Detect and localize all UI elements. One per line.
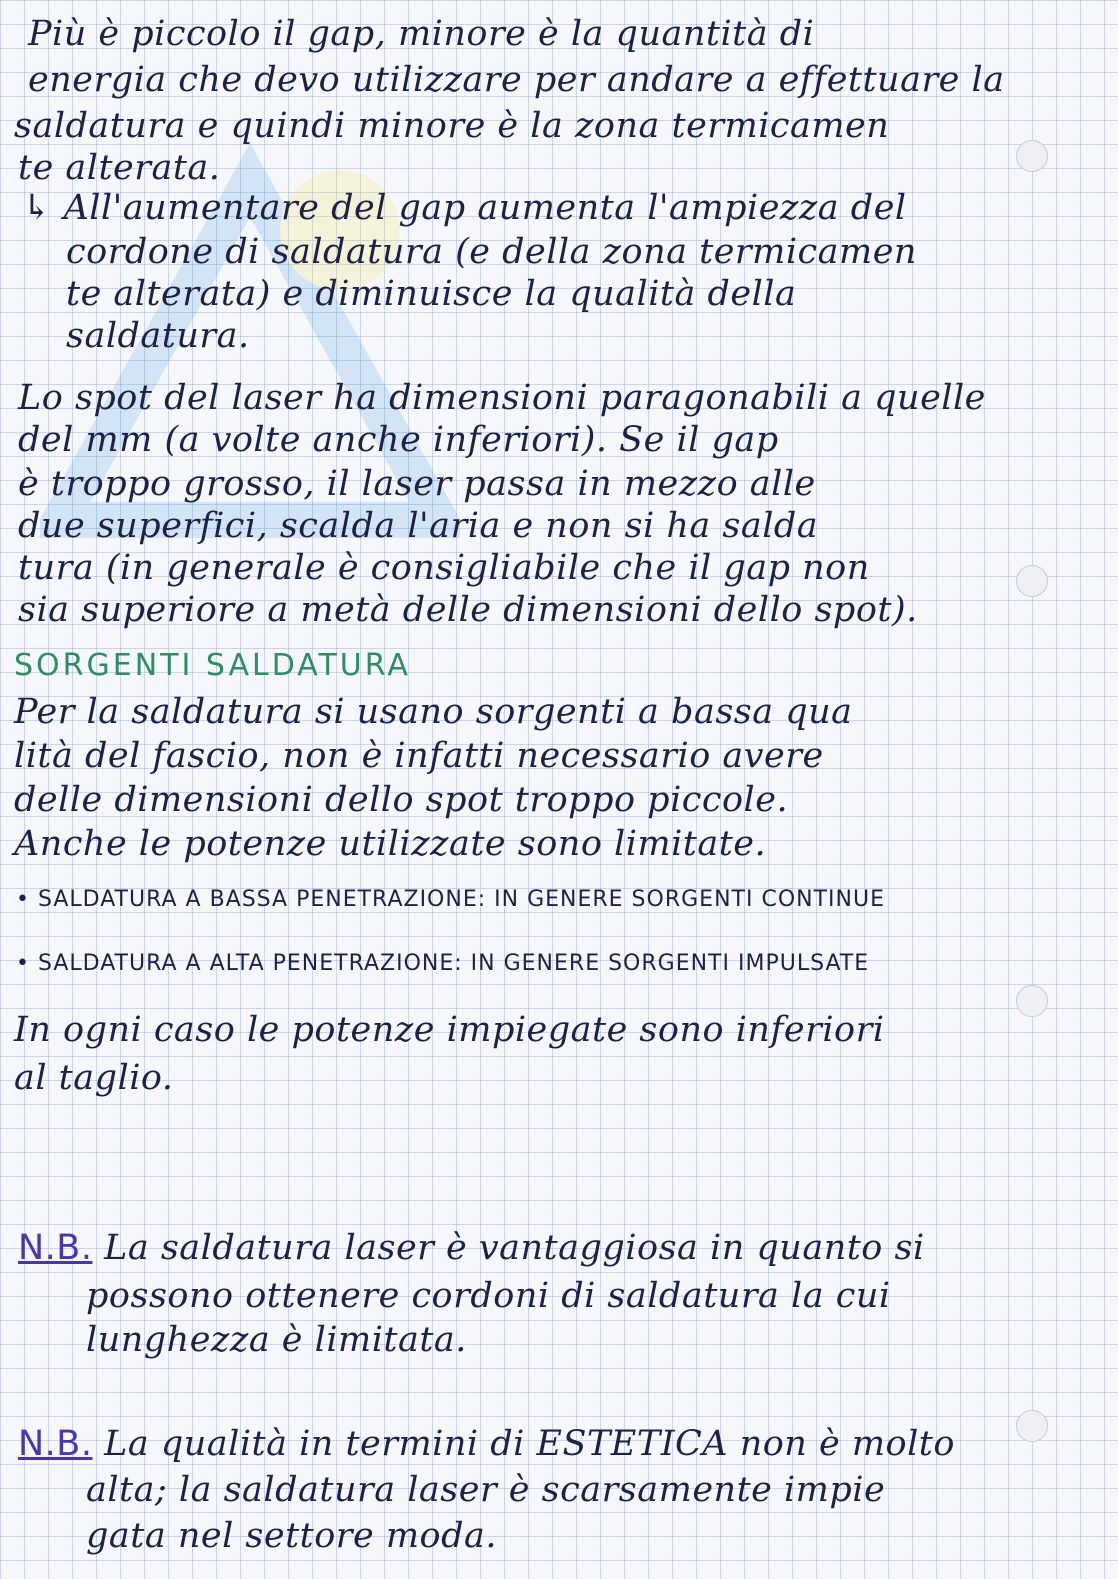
text-line: possono ottenere cordoni di saldatura la cui bbox=[86, 1276, 891, 1316]
text-line: lità del fascio, non è infatti necessario avere bbox=[14, 736, 824, 776]
text-line: sia superiore a metà delle dimensioni dello spot). bbox=[18, 590, 918, 630]
nb-note-1 bbox=[18, 1226, 925, 1270]
text-line: Lo spot del laser ha dimensioni paragonabili a quelle bbox=[18, 378, 986, 418]
text-line: saldatura e quindi minore è la zona termicamen bbox=[14, 106, 890, 146]
text-line: Anche le potenze utilizzate sono limitate. bbox=[14, 824, 767, 864]
text-line: delle dimensioni dello spot troppo piccole. bbox=[14, 780, 789, 820]
text-line: lunghezza è limitata. bbox=[86, 1320, 467, 1360]
text-line: Più è piccolo il gap, minore è la quantità di bbox=[28, 14, 815, 54]
text-line: ↳ All'aumentare del gap aumenta l'ampiezza del bbox=[22, 188, 907, 228]
text-line: cordone di saldatura (e della zona termicamen bbox=[66, 232, 917, 272]
nb-text: La saldatura laser è vantaggiosa in quanto si bbox=[104, 1228, 925, 1268]
punch-hole-icon bbox=[1016, 565, 1048, 597]
bullet-item: • SALDATURA A BASSA PENETRAZIONE: IN GENERE SORGENTI CONTINUE bbox=[16, 887, 885, 912]
text-line: saldatura. bbox=[66, 316, 250, 356]
nb-text: La qualità in termini di ESTETICA non è molto bbox=[104, 1424, 955, 1464]
text-line: Per la saldatura si usano sorgenti a bassa qua bbox=[14, 692, 853, 732]
nb-label: N.B. bbox=[18, 1424, 93, 1464]
bullet-item: • SALDATURA A ALTA PENETRAZIONE: IN GENERE SORGENTI IMPULSATE bbox=[16, 951, 870, 976]
text-line: tura (in generale è consigliabile che il gap non bbox=[18, 548, 870, 588]
nb-note-2 bbox=[18, 1422, 955, 1466]
text-line: te alterata. bbox=[18, 148, 221, 188]
text-line: gata nel settore moda. bbox=[86, 1516, 498, 1556]
text-line: due superfici, scalda l'aria e non si ha salda bbox=[18, 506, 819, 546]
text-line: te alterata) e diminuisce la qualità della bbox=[66, 274, 797, 314]
text-line: energia che devo utilizzare per andare a effettuare la bbox=[28, 60, 1005, 100]
section-heading: SORGENTI SALDATURA bbox=[14, 648, 411, 683]
text-line: alta; la saldatura laser è scarsamente impie bbox=[86, 1470, 886, 1510]
punch-hole-icon bbox=[1016, 140, 1048, 172]
text-line: In ogni caso le potenze impiegate sono inferiori bbox=[14, 1010, 885, 1050]
text-line: del mm (a volte anche inferiori). Se il gap bbox=[18, 420, 779, 460]
text-line: al taglio. bbox=[14, 1058, 174, 1098]
nb-label: N.B. bbox=[18, 1228, 93, 1268]
punch-hole-icon bbox=[1016, 985, 1048, 1017]
text-line: è troppo grosso, il laser passa in mezzo alle bbox=[18, 464, 816, 504]
punch-hole-icon bbox=[1016, 1410, 1048, 1442]
